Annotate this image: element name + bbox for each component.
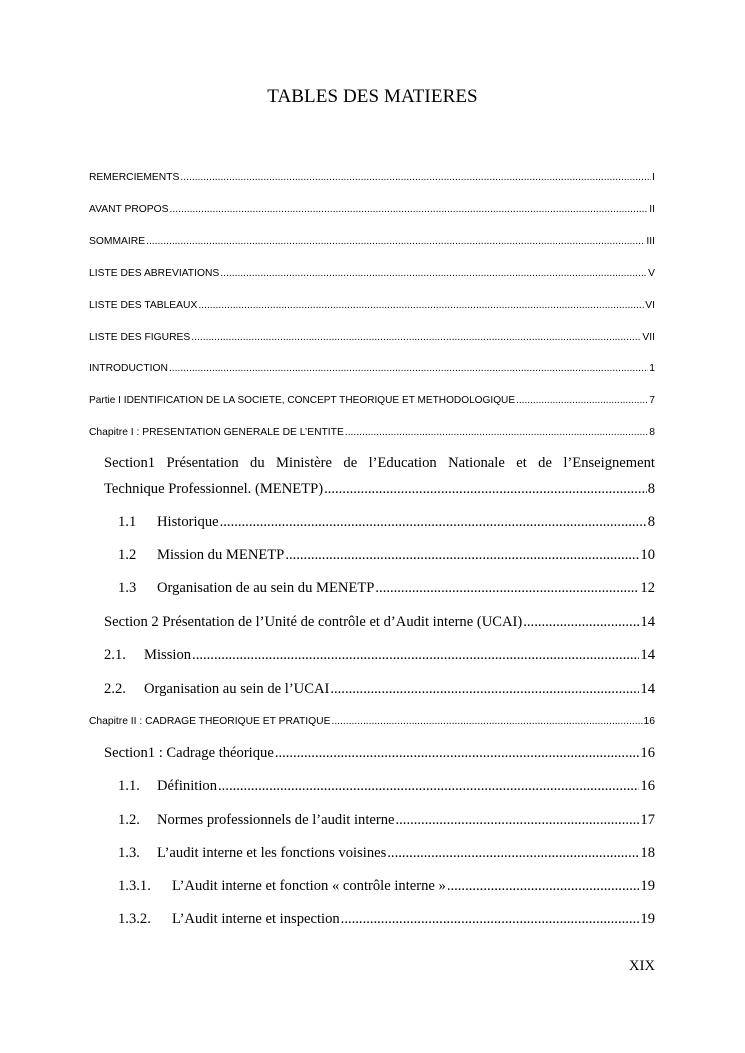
toc-entry-number: 1.1 (118, 514, 137, 530)
toc-entry-subsection[interactable] (104, 647, 655, 664)
toc-entry-section[interactable] (104, 455, 655, 498)
toc-leader (275, 745, 640, 762)
toc-entry[interactable] (89, 268, 655, 279)
toc-leader (516, 395, 648, 406)
toc-leader (396, 812, 640, 829)
toc-entry-number: 1.2 (118, 547, 137, 563)
toc-entry-subsection[interactable] (118, 514, 655, 531)
toc-entry-subsection[interactable] (104, 681, 655, 698)
toc-entry-text: LISTE DES FIGURES (89, 332, 191, 343)
toc-entry-page: 18 (640, 845, 655, 861)
toc-entry-text: Chapitre II : CADRAGE THEORIQUE ET PRATIQUE (89, 716, 331, 727)
toc-entry-chapter[interactable] (89, 427, 655, 438)
toc-leader (170, 204, 649, 215)
toc-entry-text: L’Audit interne et inspection (172, 911, 340, 927)
toc-leader (180, 172, 651, 183)
toc-leader (192, 647, 639, 664)
toc-entry-page: 16 (643, 716, 655, 727)
toc-word: et (516, 455, 527, 471)
toc-leader (169, 363, 648, 374)
toc-entry-page: 10 (640, 547, 655, 563)
toc-entry-page: 8 (649, 427, 655, 438)
toc-entry-text: L’Audit interne et fonction « contrôle interne » (172, 878, 446, 894)
toc-entry-text: Organisation au sein de l’UCAI (144, 681, 330, 697)
toc-entry-page: 14 (640, 614, 655, 630)
toc-entry-page: 17 (640, 812, 655, 828)
toc-entry-part[interactable] (89, 395, 655, 406)
toc-entry-subsection[interactable] (118, 812, 655, 829)
toc-entry-page: 7 (649, 395, 655, 406)
toc-leader (523, 614, 639, 631)
toc-entry-text: Normes professionnels de l’audit interne (157, 812, 395, 828)
toc-word: Présentation (166, 455, 239, 471)
toc-entry-text: Technique Professionnel. (MENETP) (104, 481, 324, 497)
toc-entry-number: 2.1. (104, 647, 126, 663)
toc-entry-chapter[interactable] (89, 716, 655, 727)
toc-leader (146, 236, 645, 247)
toc-entry-page: 14 (640, 647, 655, 663)
toc-entry-page: 1 (649, 363, 655, 374)
toc-entry[interactable] (89, 363, 655, 374)
toc-entry-text: L’audit interne et les fonctions voisines (157, 845, 387, 861)
toc-word: l’Enseignement (563, 455, 655, 471)
toc-entry-text: LISTE DES ABREVIATIONS (89, 268, 220, 279)
toc-entry[interactable] (89, 204, 655, 215)
toc-entry-page: II (649, 204, 655, 215)
toc-entry-text: REMERCIEMENTS (89, 172, 180, 183)
toc-entry-text: Définition (157, 778, 217, 794)
toc-entry-page: III (646, 236, 655, 247)
toc-entry-text: Section1 : Cadrage théorique (104, 745, 274, 761)
toc-entry-subsection[interactable] (118, 580, 655, 597)
toc-leader (341, 911, 640, 928)
toc-entry-subsection[interactable] (118, 547, 655, 564)
toc-entry-text: AVANT PROPOS (89, 204, 169, 215)
toc-entry-page: 8 (647, 514, 655, 530)
toc-leader (191, 332, 641, 343)
toc-entry-text: INTRODUCTION (89, 363, 168, 374)
toc-entry-text: SOMMAIRE (89, 236, 146, 247)
toc-leader (198, 300, 644, 311)
toc-entry-text: Section 2 Présentation de l’Unité de contrôle et d’Audit interne (UCAI) (104, 614, 523, 630)
toc-entry-page: V (648, 268, 655, 279)
toc-word: Nationale (448, 455, 505, 471)
toc-entry[interactable] (89, 172, 655, 183)
toc-entry-subsubsection[interactable] (118, 878, 655, 895)
toc-entry-page: VII (642, 332, 655, 343)
toc-entry-number: 1.1. (118, 778, 140, 794)
toc-leader (331, 716, 642, 727)
toc-entry-text: Organisation de au sein du MENETP (157, 580, 375, 596)
toc-entry-number: 1.2. (118, 812, 140, 828)
toc-leader (447, 878, 640, 895)
toc-entry-section[interactable] (104, 745, 655, 762)
toc-entry-page: 19 (640, 878, 655, 894)
toc-word: Ministère (276, 455, 332, 471)
toc-entry-line1 (104, 455, 655, 472)
toc-entry-page: I (652, 172, 655, 183)
toc-leader (285, 547, 639, 564)
toc-word: Section1 (104, 455, 156, 471)
toc-entry-line2 (104, 481, 655, 498)
toc-entry-page: 14 (640, 681, 655, 697)
toc-word: l’Education (368, 455, 437, 471)
toc-entry-page: 16 (640, 778, 655, 794)
toc-word: du (250, 455, 265, 471)
toc-entry[interactable] (89, 300, 655, 311)
toc-entry[interactable] (89, 236, 655, 247)
toc-leader (220, 268, 647, 279)
toc-entry-text: Mission du MENETP (157, 547, 285, 563)
toc-entry-subsection[interactable] (118, 845, 655, 862)
toc-entry-number: 1.3 (118, 580, 137, 596)
toc-entry-text: LISTE DES TABLEAUX (89, 300, 198, 311)
toc-entry-subsubsection[interactable] (118, 911, 655, 928)
toc-entry-number: 1.3.1. (118, 878, 151, 894)
page-title: TABLES DES MATIERES (267, 86, 478, 107)
toc-entry-text: Historique (157, 514, 219, 530)
toc-leader (330, 681, 639, 698)
page-number-footer: XIX (629, 958, 655, 974)
toc-word: de (343, 455, 358, 471)
toc-entry-text: Mission (144, 647, 192, 663)
toc-leader (324, 481, 647, 498)
toc-entry-page: 8 (647, 481, 655, 497)
toc-leader (387, 845, 639, 862)
toc-entry[interactable] (89, 332, 655, 343)
toc-leader (375, 580, 639, 597)
toc-entry-subsection[interactable] (118, 778, 655, 795)
toc-entry-page: 12 (640, 580, 655, 596)
toc-entry-number: 2.2. (104, 681, 126, 697)
toc-entry-page: 16 (640, 745, 655, 761)
toc-entry-text: Partie I IDENTIFICATION DE LA SOCIETE, CONCEPT THEORIQUE ET METHODOLOGIQUE (89, 395, 516, 406)
toc-entry-section[interactable] (104, 614, 655, 631)
toc-entry-page: 19 (640, 911, 655, 927)
toc-word: de (538, 455, 552, 471)
toc-entry-number: 1.3.2. (118, 911, 151, 927)
toc-entry-number: 1.3. (118, 845, 140, 861)
toc-leader (345, 427, 648, 438)
toc-entry-page: VI (645, 300, 655, 311)
toc-entry-text: Chapitre I : PRESENTATION GENERALE DE L’ENTITE (89, 427, 344, 438)
toc-leader (218, 778, 639, 795)
toc-leader (220, 514, 647, 531)
